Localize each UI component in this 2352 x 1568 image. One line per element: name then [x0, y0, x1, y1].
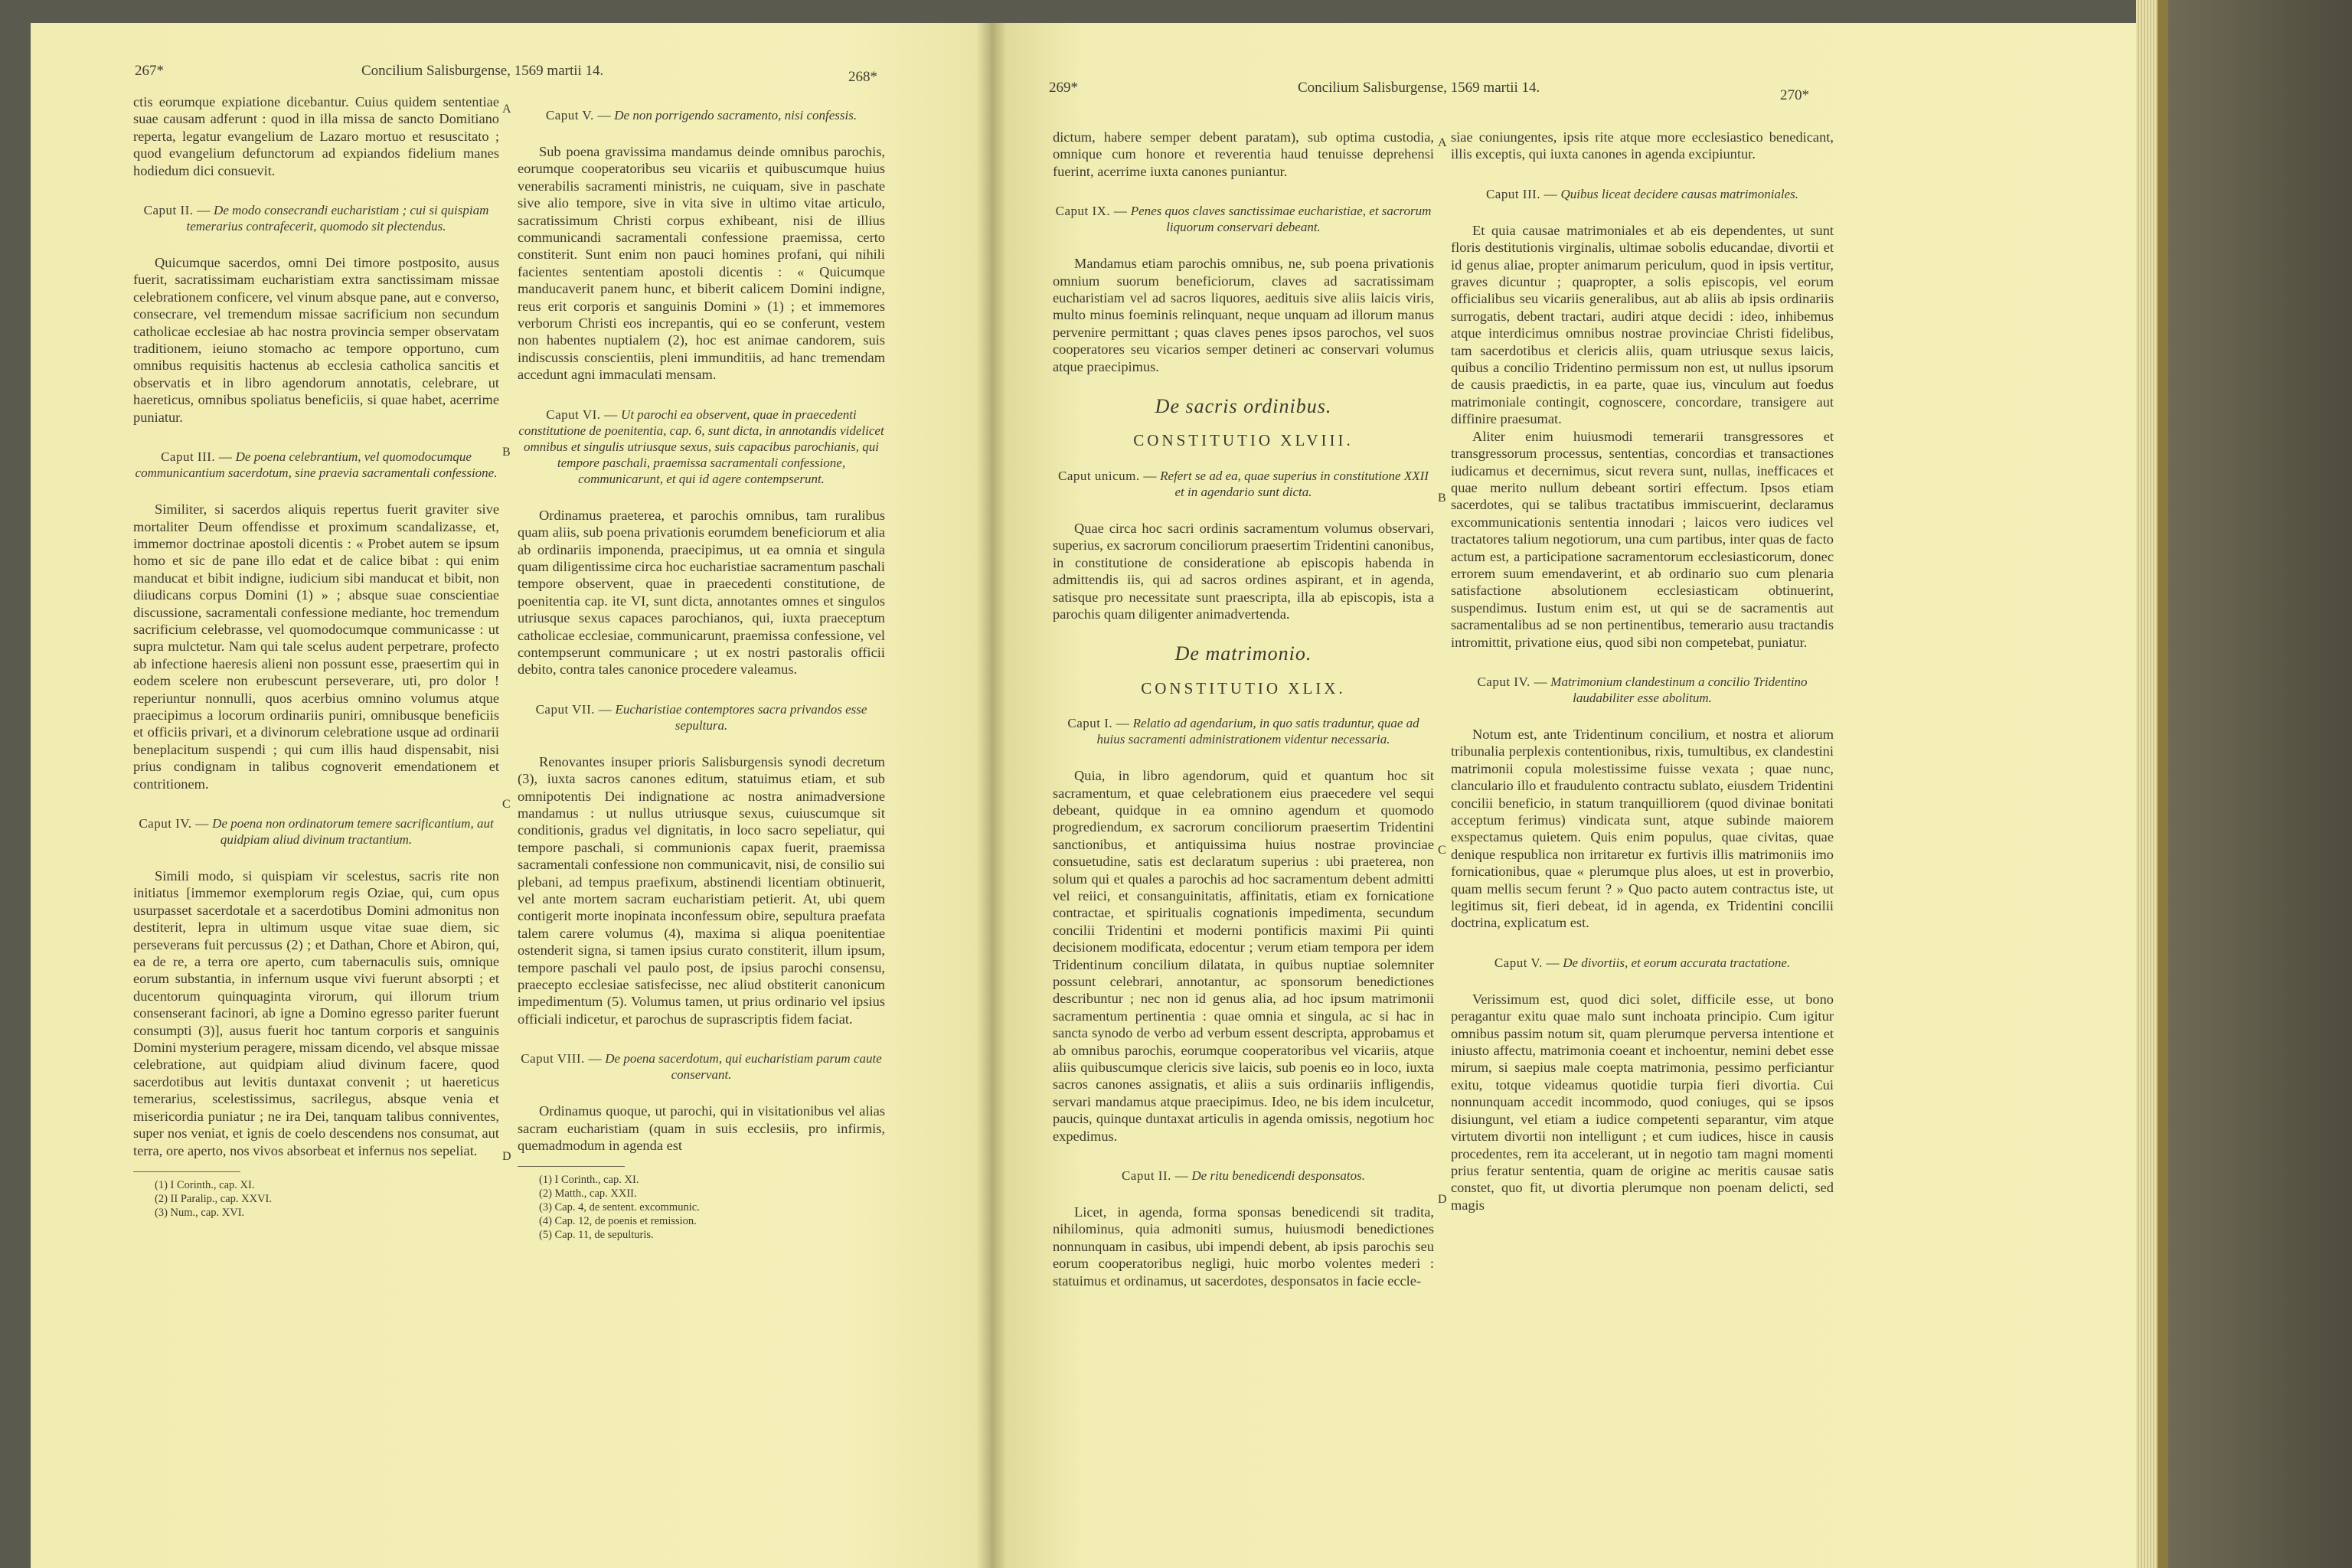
chapter-heading: Caput IX. — Penes quos claves sanctissimae eucharistiae, et sacrorum liquorum conservari debeant.	[1055, 204, 1432, 235]
paragraph: Quae circa hoc sacri ordinis sacramentum volumus observari, superius, ex sacrorum conciliorum praesertim Tridentini canonibus, in constitutione de consideratione ab episcopis habenda in admittendis iis, qui ad sacros ordines aspirant, et in agenda, satisque pro necessitate sunt praescripta, illa ab episcopis, ista a parochis quam diligenter animadvertenda.	[1053, 520, 1434, 622]
paragraph: Quicumque sacerdos, omni Dei timore postposito, ausus fuerit, sacratissimam eucharistiam extra sanctissimam missae celebrationem conficere, vel vinum absque pane, aut e converso, consecrare, vel tremendum missae sacrificium non secundum catholicae ecclesiae ab hac nostra provincia semper observatam traditionem, ieiuno stomacho ac tempore opportuno, cum omnibus requisitis hactenus ab ecclesia catholica sancitis et observatis et in libro agendorum annotatis, celebrare, ut haereticus, omnibus spoliatus beneficiis, si quae habet, acerrime puniatur.	[133, 255, 499, 425]
chapter-heading: Caput unicum. — Refert se ad ea, quae superius in constitutione XXII et in agendario sunt dicta.	[1058, 468, 1429, 499]
left-page-column-1	[133, 93, 499, 1220]
chapter-heading: Caput VIII. — De poena sacerdotum, qui eucharistiam parum caute conservant.	[521, 1051, 882, 1083]
paragraph: Ordinamus quoque, ut parochi, qui in visitationibus vel alias sacram eucharistiam (quam in suis ecclesiis, pro infirmis, quemadmodum in agenda est	[518, 1103, 885, 1154]
footnote: (1) I Corinth., cap. XI.	[539, 1174, 639, 1187]
right-page-column-2	[1451, 129, 1834, 1214]
margin-marker-d: D	[502, 1150, 511, 1163]
footnote: (1) I Corinth., cap. XI.	[155, 1178, 255, 1191]
chapter-heading: Caput VII. — Eucharistiae contemptores sacra privandos esse sepultura.	[535, 701, 867, 733]
paragraph: Et quia causae matrimoniales et ab eis dependentes, ut sunt floris destitutionis virginalis, ultimae sobolis educandae, divortii et id genus aliae, propter animarum periculum, quod in ipsis vertitur, graves dicuntur ; quapropter, a solis episcopis, vel eorum officialibus seu vicariis generalibus, aut ab aliis ab ipsis ordinariis surrogatis, debent tractari, audiri atque decidi : ideo, inhibemus atque interdicimus omnibus nostrae provinciae Christi fidelibus, tam sacerdotibus et clericis aliis, quam utriusque sexus laicis, quibus a concilio Tridentino permissum non est, ut nullus ipsorum de causis praedictis, in ea parte, quae ius, vinculum aut foedus matrimoniale contingit, cognoscere, concordare, transigere aut diffinire praesumat.	[1451, 222, 1834, 427]
left-page-column-2	[518, 107, 885, 1242]
chapter-heading: Caput I. — Relatio ad agendarium, in quo satis traduntur, quae ad huius sacramenti administrationem videntur necessaria.	[1067, 716, 1419, 747]
margin-marker-b: B	[502, 446, 511, 459]
section-title: De sacris ordinibus.	[1155, 395, 1332, 418]
chapter-heading: Caput IV. — De poena non ordinatorum temere sacrificantium, aut quidpiam aliud divinum tractantium.	[139, 816, 494, 847]
chapter-heading: Caput II. — De modo consecrandi eucharistiam ; cui si quispiam temerarius contrafecerit, quomodo sit plectendus.	[143, 203, 489, 234]
paragraph: dictum, habere semper debent paratam), sub optima custodia, omnique cum honore et reverentia haud tenuisse deprehensi fuerint, acerrime iuxta canones puniantur.	[1053, 129, 1434, 179]
paragraph: ctis eorumque expiatione dicebantur. Cuius quidem sententiae suae causam adferunt : quod in illa missa de sancto Domitiano reperta, legatur evangelium de Lazaro mortuo et resuscitato ; quod evangelium defunctorum ad expiandos fidelium manes hodiedum dici consuevit.	[133, 94, 499, 178]
paragraph: Mandamus etiam parochis omnibus, ne, sub poena privationis omnium suorum beneficiorum, claves ad sacratissimam eucharistiam vel ad sacros liquores, aedituis sive aliis laicis viris, multo minus foeminis relinquant, neque unquam ad illorum manus pervenire permittant ; quas claves penes ipsos parochos, vel suos cooperatores seu vicarios semper detineri ac conservari volumus atque praecipimus.	[1053, 256, 1434, 374]
chapter-heading: Caput II. — De ritu benedicendi desponsatos.	[1121, 1168, 1366, 1184]
chapter-heading: Caput V. — De non porrigendo sacramento, nisi confessis.	[545, 108, 858, 122]
paragraph: Simili modo, si quispiam vir scelestus, sacris rite non initiatus [immemor exemplorum regis Oziae, qui, cum opus usurpasset sacerdotale et a sacerdotibus Domini admonitus non destiterit, lepra in ultimum usque vitae suae diem, sic perseverans fuit percussus (2) ; et Dathan, Chore et Abiron, qui, ea de re, a terra ore aperto, cum tabernaculis suis, omnique eorum substantia, in infernum usque vivi fuerunt absorpti ; et ducentorum quinquaginta virorum, qui illorum trium consenserant facinori, ab igne a Domino egresso pariter fuerunt consumpti (3)], ausus fuerit hoc tantum corporis et sanguinis Domini mysterium peragere, missam dicendo, vel absque missae celebratione, aut quidpiam aliud divinum facere, quod sacerdotibus aut levitis duntaxat convenit ; ut haereticus temerarius, scelestissimus, sacrilegus, absque venia et misericordia puniatur ; ne ira Dei, tanquam talibus conniventes, super nos veniat, et ignis de coelo descendens nos consumat, aut terra, ore aperto, nos vivos absorbeat et infernus nos sepeliat.	[133, 868, 499, 1158]
chapter-heading: Caput VI. — Ut parochi ea observent, quae in praecedenti constitutione de poenitentia, cap. 6, sunt dicta, in annotandis videlicet omnibus et singulis utriusque sexus, suis capacibus parochianis, qui tempore paschali, praemissa sacramentali confessione, communicarunt, et qui id agere contempserunt.	[518, 407, 884, 486]
chapter-heading: Caput V. — De divortiis, et eorum accurata tractatione.	[1494, 955, 1791, 970]
footnote: (2) II Paralip., cap. XXVI.	[155, 1192, 273, 1205]
footnote: (5) Cap. 11, de sepulturis.	[539, 1229, 654, 1242]
footnote-rule	[518, 1166, 625, 1167]
paragraph: Renovantes insuper prioris Salisburgensis synodi decretum (3), iuxta sacros canones editum, statuimus etiam, et sub omnipotentis Dei indignatione ac nostra animadversione mandamus : ut nullus utriusque sexus, cuiuscumque sit conditionis, gradus vel dignitatis, in loco sacro sepeliatur, qui tempore paschali, si communionis capax fuerit, praemissa sacramentali confessione non communicavit, nisi, de consilio sui plebani, ad tempus praefixum, abstinendi licentiam obtinuerit, vel ante mortem sacram eucharistiam petierit. At, ubi quem contigerit morte inopinata inconfessum obire, sepultura praefata talem carere volumus (4), maxima si aliqua poenitentiae ostenderit signa, si tamen ipsius curato constiterit, illum ipsum, tempore paschali vel paulo post, de ipsius parochi consensu, praecepto ecclesiae satisfecisse, nec aliud obstiterit canonicum impedimentum (5). Volumus tamen, ut prius ordinario vel ipsius officiali indicetur, et parochus de suprascriptis fidem faciat.	[518, 753, 885, 1027]
paragraph: Similiter, si sacerdos aliquis repertus fuerit graviter sive mortaliter Deum offendisse et proximum scandalizasse, et, immemor doctrinae apostoli dicentis : « Probet autem se ipsum homo et sic de pane illo edat et de calice bibat : qui enim manducat et bibit indigne, iudicium sibi manducat et bibit, non diiudicans corpus Domini (1) » ; absque suae conscientiae discussione, sacramentali confessione mediante, hoc tremendum sacrificium celebrasse, vel quomodocumque communicasse : ut supra mulctetur. Nam qui tale scelus audent perpetrare, profecto ab infectione haeresis alieni non possunt esse, praesertim qui in eodem scelere non erubescunt perseverare, uti, pro dolor ! reperiuntur nonnulli, quos acerbius omnino volumus atque praecipimus a locorum ordinariis puniri, omnibusque beneficiis et officiis privari, et a divinorum celebratione usque ad ordinarii beneplacitum suspendi ; qui cum illis haud dispensabit, nisi prius condignam in talibus cognoverit emendationem et contritionem.	[133, 501, 499, 792]
margin-marker-c: C	[502, 798, 511, 811]
paragraph: Notum est, ante Tridentinum concilium, et nostra et aliorum tribunalia perplexis contentionibus, rixis, tumultibus, ex clandestini matrimonii copula molestissime fuisse vexata ; quae nunc, clanculario illo et fraudulento contractu sublato, eiusdem Tridentini concilii beneficio, in statum tranquilliorem (quod divinae bonitati acceptum ferimus) vindicata sunt, atque subinde maiorem exspectamus quietem. Quis enim populus, quae civitas, quae denique respublica non irritaretur ex furtivis illis matrimoniis imo fornicationibus, quae « plerumque plus aloes, ut est in proverbio, quam mellis secum ferunt ? » Quo pacto autem contractus iste, ut legitimus sit, fieri debeat, id in agenda, ex Tridentini concilii doctrina, explicatum est.	[1451, 726, 1834, 931]
margin-marker-b: B	[1438, 492, 1446, 505]
footnote: (2) Matth., cap. XXII.	[539, 1187, 637, 1200]
running-title-left: Concilium Salisburgense, 1569 martii 14.	[361, 63, 604, 79]
section-title: De matrimonio.	[1174, 642, 1312, 665]
page-number-267: 267*	[135, 63, 164, 79]
chapter-heading: Caput III. — De poena celebrantium, vel quomodocumque communicantium sacerdotum, sine praevia sacramentali confessione.	[135, 449, 498, 481]
margin-marker-d: D	[1438, 1193, 1447, 1206]
paragraph: Aliter enim huiusmodi temerarii transgressores et transgressorum processus, sententias, concordias et transactiones iudicamus et decernimus, sicut revera sunt, nullas, inefficaces et quae merito nullum debeant sortiri effectum. Ipsos etiam sacerdotes, qui se talibus tractatibus immiscuerint, declaramus excommunicationis sententia innodari ; laicos vero iudices vel tractatores talium negotiorum, una cum partibus, inter quas de facto actum est, a participatione sacramentorum ecclesiasticorum, donec errorem suum emendaverint, et ab ordinario suo cum plenaria satisfactione absolutionem ecclesiasticam obtinuerint, suspendimus. Iustum enim est, ut qui se de sacramentis aut sacramentalibus ad se non pertinentibus, temerario ausu tractandis intromittit, privatione eius, quod sibi non competebat, puniatur.	[1451, 428, 1834, 650]
chapter-heading: Caput III. — Quibus liceat decidere causas matrimoniales.	[1485, 186, 1799, 201]
book-cover	[2168, 0, 2352, 1568]
book-gutter	[976, 23, 1007, 1568]
page-number-269: 269*	[1049, 80, 1078, 96]
running-title-right: Concilium Salisburgense, 1569 martii 14.	[1298, 80, 1540, 96]
footnote-rule	[133, 1171, 240, 1172]
margin-marker-a: A	[502, 103, 511, 116]
chapter-heading: Caput IV. — Matrimonium clandestinum a concilio Tridentino laudabiliter esse abolitum.	[1477, 674, 1808, 705]
margin-marker-c: C	[1438, 844, 1446, 857]
paragraph: siae coniungentes, ipsis rite atque more ecclesiastico benedicant, illis exceptis, qui iuxta canones in agenda excipiuntur.	[1451, 129, 1834, 162]
footnote: (4) Cap. 12, de poenis et remission.	[539, 1215, 697, 1228]
page-number-270: 270*	[1780, 87, 1809, 103]
book-spread	[31, 23, 2167, 1568]
footnote: (3) Num., cap. XVI.	[155, 1206, 245, 1219]
page-number-268: 268*	[848, 69, 877, 85]
constitution-heading: CONSTITUTIO XLVIII.	[1133, 431, 1354, 450]
footnote: (3) Cap. 4, de sentent. excommunic.	[539, 1201, 700, 1214]
paragraph: Verissimum est, quod dici solet, difficile esse, ut bono peragantur exitu quae malo sunt inchoata principio. Cum igitur omnibus passim notum sit, quam plerumque perversa intentione et iniusto affectu, matrimonia coeant et inchoentur, nemini debet esse mirum, si saepius male coepta matrimonia, pessimo perficiantur exitu, totque videamus quotidie turpia fieri divortia. Cui nonnunquam accedit incommodo, quod coniuges, qui se ipsos disiungunt, vel etiam a iudice competenti separantur, vim atque virtutem divortii non intelligunt ; et cum iudices, hisce in causis procedentes, rem ita accelerant, ut in negotio tam magni momenti prius feratur sententia, quam de origine ac meritis causae satis constet, quo fit, ut divortia plerumque non poenam delicti, sed magis	[1451, 991, 1834, 1213]
paragraph: Ordinamus praeterea, et parochis omnibus, tam ruralibus quam aliis, sub poena privationis eorumdem beneficiorum et alia ab ordinariis imponenda, praecipimus, ut ea omnia et singula quam diligentissime circa hoc eucharistiae sacramentum paschali tempore observent, quae in praecedenti constitutione, de poenitentia cap. ite VI, sunt dicta, annotantes omnes et singulos utriusque sexus capaces parochianos, qui, iuxta praeceptum catholicae ecclesiae, communicarunt, praemissa confessione, vel contempserunt communicare ; ut ex nostri pastoralis officii debito, contra tales canonice procedere valeamus.	[518, 507, 886, 678]
margin-marker-a: A	[1438, 136, 1447, 149]
paragraph: Sub poena gravissima mandamus deinde omnibus parochis, eorumque cooperatoribus seu vicariis et quibuscumque huius venerabilis sacramenti ministris, ne cuiquam, sive in paschate sive alio tempore, sive in vita sive in ultimo vitae articulo, sacratissimum Christi corpus exhibeant, nisi de illius communicandi sacramentali confessione praemissa, certo constiterit. Sunt enim non pauci homines profani, qui nihili facientes sententiam apostoli dicentis : « Quicumque manducaverit panem hunc, et biberit calicem Domini indigne, reus erit corporis et sanguinis Domini » (1) ; et immemores verborum Christi eos increpantis, qui eo se conferunt, vestem non habentes nuptialem (2), hoc est animae candorem, suis indiscussis conscientiis, pleni immunditiis, ad hanc tremendam accedunt agni immaculati mensam.	[518, 144, 885, 383]
paragraph: Licet, in agenda, forma sponsas benedicendi sit tradita, nihilominus, quia admoniti sumus, huiusmodi benedictiones nonnunquam in casibus, ubi impendi debent, ab ipsis parochis seu eorum cooperatoribus negligi, huic morbo volentes mederi : statuimus et ordinamus, ut sacerdotes, desponsatos in facie eccle-	[1053, 1204, 1434, 1289]
right-page	[991, 23, 2167, 1568]
right-page-column-1	[1053, 129, 1434, 1289]
left-page	[31, 23, 991, 1568]
paragraph: Quia, in libro agendorum, quid et quantum hoc sit sacramentum, et quae celebrationem eius praecedere vel sequi debeant, quidque in ea omnino agendum et quomodo progrediendum, ex sacrorum conciliorum praesertim Tridentini sanctionibus, et antiquissima huius nostrae provinciae consuetudine, satis est declaratum superius : ubi praeterea, non solum qui et quales a parochis ad hoc sacramentum debent admitti vel reiici, et consanguinitatis, affinitatis, etiam ex fornicatione contractae, et spiritualis cognationis impedimenta, secundum concilii Tridentini et moderni pontificis maximi Pii quinti decisionem modificata, edocentur ; verum etiam tempora per idem Tridentinum concilium dilatata, in quibus nuptiae solemniter possunt celebrari, annotantur, ac sponsorum benedictiones describuntur ; nec non id genus alia, ad hoc ipsum matrimonii sacramentum pertinentia : quae omnia et singula, ac si hac in sancta synodo de verbo ad verbum essent descripta, approbamus et ab omnibus parochis, eorumque cooperatoribus vel vicariis, atque aliis quibuscumque clericis sive laicis, sub poenis eo in loco, iuxta sacros canones assignatis, et aliis a suis ordinariis infligendis, servari mandamus atque praecipimus. Ideo, ne bis idem inculcetur, paucis, quinque duntaxat articulis in agenda omissis, negotium hoc expedimus.	[1053, 768, 1434, 1144]
constitution-heading: CONSTITUTIO XLIX.	[1141, 678, 1346, 697]
